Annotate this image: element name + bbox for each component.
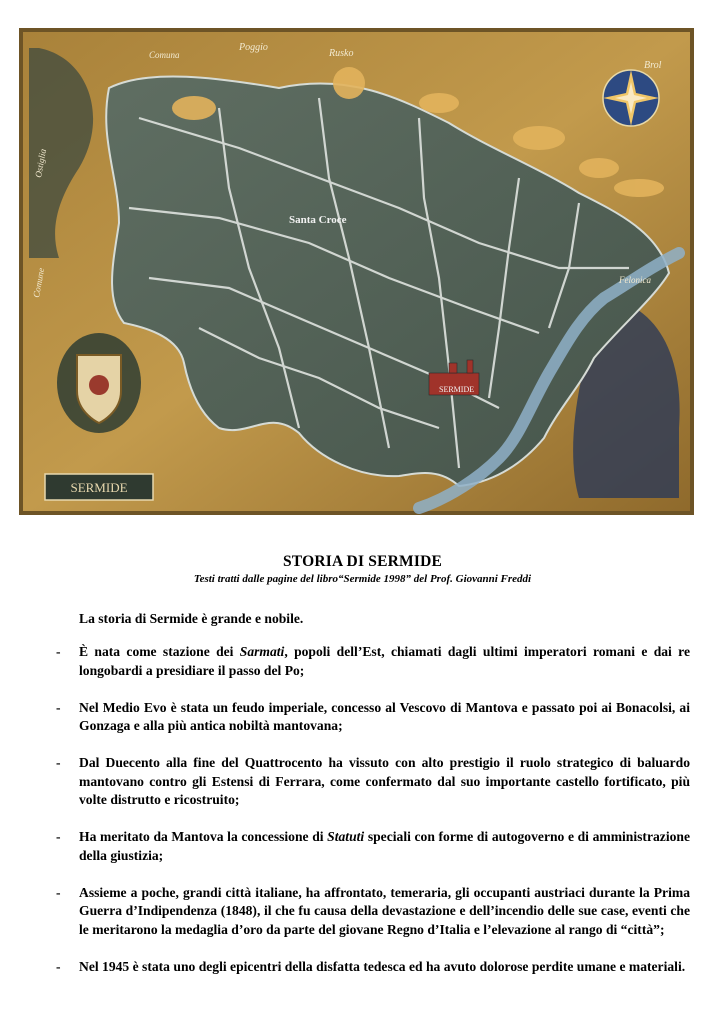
historical-map-image xyxy=(19,28,694,515)
bullet-marker: - xyxy=(56,755,61,770)
page-subtitle: Testi tratti dalle pagine del libro“Sermide 1998” del Prof. Giovanni Freddi xyxy=(193,573,532,585)
intro-sentence: La storia di Sermide è grande e nobile. xyxy=(79,611,304,626)
bullet-marker: - xyxy=(56,699,61,715)
history-bullet-list xyxy=(56,643,690,976)
list-item: - Assieme a poche, grandi città italiane, ha affrontato, temeraria, gli occupanti austriaci durante la Prima Guerra d’Indipendenza (1848), il che fu causa della devastazione e dell’incendio delle sue case, eventi che le meritarono la medaglia d’oro da parte del giovane Regno d’Italia e l’elevazione al rango di “città”; xyxy=(56,884,690,937)
list-item: - Ha meritato da Mantova la concessione di Statuti speciali con forme di autogoverno e di amministrazione della giustizia; xyxy=(56,829,690,863)
list-item: - Dal Duecento alla fine del Quattrocento ha vissuto con alto prestigio il ruolo strategico di baluardo mantovano contro gli Estensi di Ferrara, come confermato dal suo importante castello fortificato, più volte distrutto e ricostruito; xyxy=(56,755,690,807)
map-label-top-1: Comuna xyxy=(149,50,180,60)
bullet-marker: - xyxy=(56,829,61,844)
emphasis-statuti: Statuti xyxy=(327,829,365,844)
map-label-santa-croce: Santa Croce xyxy=(289,214,347,226)
bullet-marker: - xyxy=(56,958,61,974)
map-label-left-2: Comune xyxy=(31,267,47,299)
map-label-right-2: Felonica xyxy=(619,275,651,285)
map-label-top-3: Rusko xyxy=(329,48,354,59)
map-label-right-1: Brol xyxy=(644,60,662,71)
list-item: - Nel Medio Evo è stata un feudo imperiale, concesso al Vescovo di Mantova e passato poi ai Bonacolsi, ai Gonzaga e alla più antica nobiltà mantovana; xyxy=(56,699,690,733)
bullet-marker: - xyxy=(56,644,61,659)
map-banner-label: SERMIDE xyxy=(70,480,128,495)
emphasis-sarmati: Sarmati xyxy=(239,644,285,659)
list-item: - È nata come stazione dei Sarmati, popoli dell’Est, chiamati dagli ultimi imperatori romani e dai re longobardi a presidiare il passo del Po; xyxy=(56,644,690,678)
map-label-left-1: Ostiglia xyxy=(33,148,49,179)
map-label-top-2: Poggio xyxy=(239,42,268,53)
bullet-marker: - xyxy=(56,884,61,900)
map-label-town: SERMIDE xyxy=(439,385,475,394)
list-item: - Nel 1945 è stata uno degli epicentri della disfatta tedesca ed ha avuto dolorose perdite umane e materiali. xyxy=(56,958,690,977)
page-title: STORIA DI SERMIDE xyxy=(282,553,443,570)
